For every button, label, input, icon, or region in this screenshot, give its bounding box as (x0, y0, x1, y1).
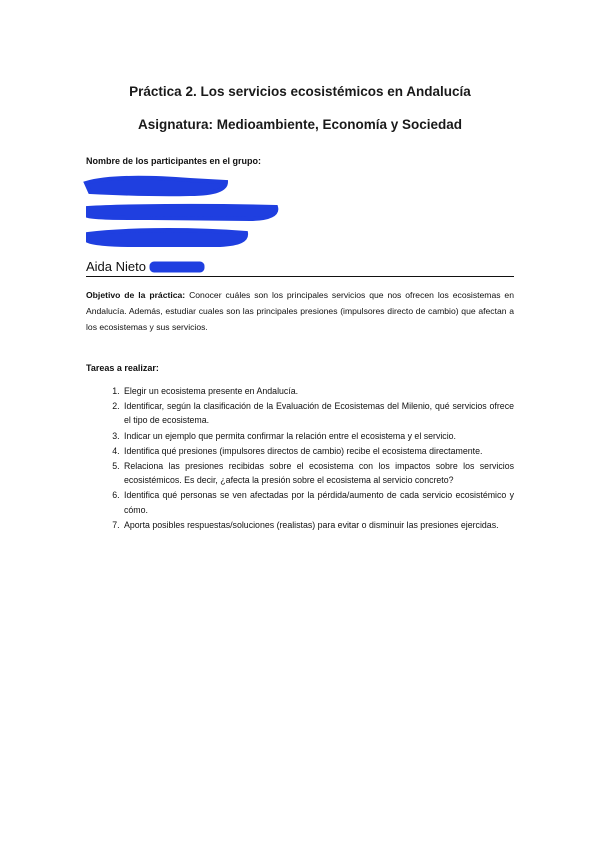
participants-label: Nombre de los participantes en el grupo: (86, 156, 262, 166)
objective-paragraph (86, 287, 514, 335)
task-item: 1. Elegir un ecosistema presente en Andalucía. (122, 384, 514, 398)
redaction-mark-4 (150, 262, 204, 272)
redaction-mark-3 (88, 230, 246, 245)
task-item: 6. Identifica qué personas se ven afectadas por la pérdida/aumento de cada servicio ecosistémico y cómo. (122, 488, 514, 516)
task-list (86, 384, 514, 533)
objective-text: Conocer cuáles son los principales servicios que nos ofrecen los ecosistemas en Andalucía. Además, estudiar cuales son las principales presiones (impulsores directo de cambio) que afectan a los ecosistemas y sus servicios. (86, 290, 514, 332)
task-item: 2. Identificar, según la clasificación de la Evaluación de Ecosistemas del Milenio, qué servicios ofrece el tipo de ecosistema. (122, 399, 514, 427)
redaction-mark-1 (86, 178, 226, 195)
objective-label: Objetivo de la práctica: (86, 290, 186, 300)
task-item: 4. Identifica qué presiones (impulsores directos de cambio) recibe el ecosistema directamente. (122, 444, 514, 458)
section-divider (86, 276, 514, 277)
task-item: 7. Aporta posibles respuestas/soluciones (realistas) para evitar o disminuir las presiones ejercidas. (122, 518, 514, 532)
participant-name: Aida Nieto (86, 259, 146, 274)
task-item: 5. Relaciona las presiones recibidas sobre el ecosistema con los impactos sobre los servicios ecosistémicos. Es decir, ¿afecta la presión sobre el ecosistema al servicio concreto? (122, 459, 514, 487)
task-item: 3. Indicar un ejemplo que permita confirmar la relación entre el ecosistema y el servicio. (122, 429, 514, 443)
document-title: Práctica 2. Los servicios ecosistémicos en Andalucía (129, 84, 471, 99)
tasks-label: Tareas a realizar: (86, 363, 159, 373)
document-subtitle: Asignatura: Medioambiente, Economía y Sociedad (137, 117, 463, 132)
redaction-mark-2 (88, 206, 276, 219)
